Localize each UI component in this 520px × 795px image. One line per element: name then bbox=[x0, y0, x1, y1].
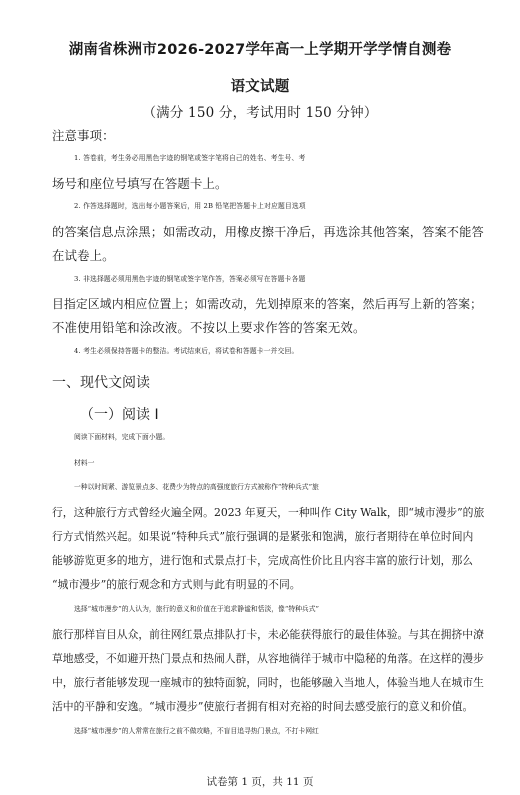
notes-label: 注意事项： bbox=[52, 128, 115, 143]
note-line: 4. 考生必须保持答题卡的整洁。考试结束后，将试卷和答题卡一并交回。 bbox=[74, 347, 299, 355]
passage-line: 能够游览更多的地方，进行饱和式景点打卡，完成高性价比且内容丰富的旅行计划，那么 bbox=[52, 554, 474, 567]
page-footer: 试卷第 1 页，共 11 页 bbox=[206, 776, 314, 788]
note-line: 场号和座位号填写在答题卡上。 bbox=[52, 176, 228, 191]
note-line: 目指定区域内相应位置上；如需改动，先划掉原来的答案，然后再写上新的答案； bbox=[52, 297, 483, 311]
section-heading: 一、现代文阅读 bbox=[52, 375, 150, 391]
passage-line: 旅行那样盲目从众，前往网红景点排队打卡，未必能获得旅行的最佳体验。与其在拥挤中潦 bbox=[52, 628, 484, 641]
note-line: 1. 答卷前，考生务必用黑色字迹的钢笔或签字笔将自己的姓名、考生号、考 bbox=[74, 154, 306, 162]
passage-line: 活中的平静和安逸。“城市漫步”使旅行者拥有相对充裕的时间去感受旅行的意义和价值。 bbox=[52, 700, 474, 713]
passage-line: 中，旅行者能够发现一座城市的独特面貌，同时，也能够融入当地人，体验当地人在城市生 bbox=[52, 676, 484, 689]
passage-line: 一种以时间紧、游览景点多、花费少为特点的高强度旅行方式被称作“特种兵式”旅 bbox=[74, 483, 319, 491]
passage-line: 选择“城市漫步”的人常常在旅行之前不做攻略，不盲目追寻热门景点，不打卡网红 bbox=[74, 727, 319, 735]
passage-line: 行，这种旅行方式曾经火遍全网。2023 年夏天，一种叫作 City Walk，即“城市漫步”的旅 bbox=[52, 506, 485, 519]
note-line: 不准使用铅笔和涂改液。不按以上要求作答的答案无效。 bbox=[52, 320, 366, 335]
passage-line: 行方式悄然兴起。如果说“特种兵式”旅行强调的是紧张和饱满，旅行者期待在单位时间内 bbox=[52, 530, 474, 543]
passage-line: 选择“城市漫步”的人认为，旅行的意义和价值在于追求静谧和恬淡，像“特种兵式” bbox=[74, 605, 319, 613]
subsection-heading: （一）阅读 I bbox=[80, 407, 159, 423]
note-line: 2. 作答选择题时，选出每小题答案后，用 2B 铅笔把答题卡上对应题目选项 bbox=[74, 202, 306, 210]
exam-title: 湖南省株洲市2026-2027学年高一上学期开学学情自测卷 bbox=[68, 42, 452, 58]
score-info: （满分 150 分，考试用时 150 分钟） bbox=[142, 105, 378, 121]
instruction: 阅读下面材料，完成下面小题。 bbox=[74, 433, 170, 441]
material-label: 材料一 bbox=[74, 459, 95, 467]
passage-line: 草地感受，不如避开热门景点和热闹人群，从容地徜徉于城市中隐秘的角落。在这样的漫步 bbox=[52, 652, 484, 665]
note-line: 3. 非选择题必须用黑色字迹的钢笔或签字笔作答，答案必须写在答题卡各题 bbox=[74, 275, 306, 283]
exam-subtitle: 语文试题 bbox=[230, 79, 290, 95]
note-line: 在试卷上。 bbox=[52, 248, 115, 263]
note-line: 的答案信息点涂黑；如需改动，用橡皮擦干净后，再选涂其他答案，答案不能答 bbox=[52, 225, 484, 239]
passage-line: “城市漫步”的旅行观念和方式则与此有明显的不同。 bbox=[52, 578, 301, 591]
